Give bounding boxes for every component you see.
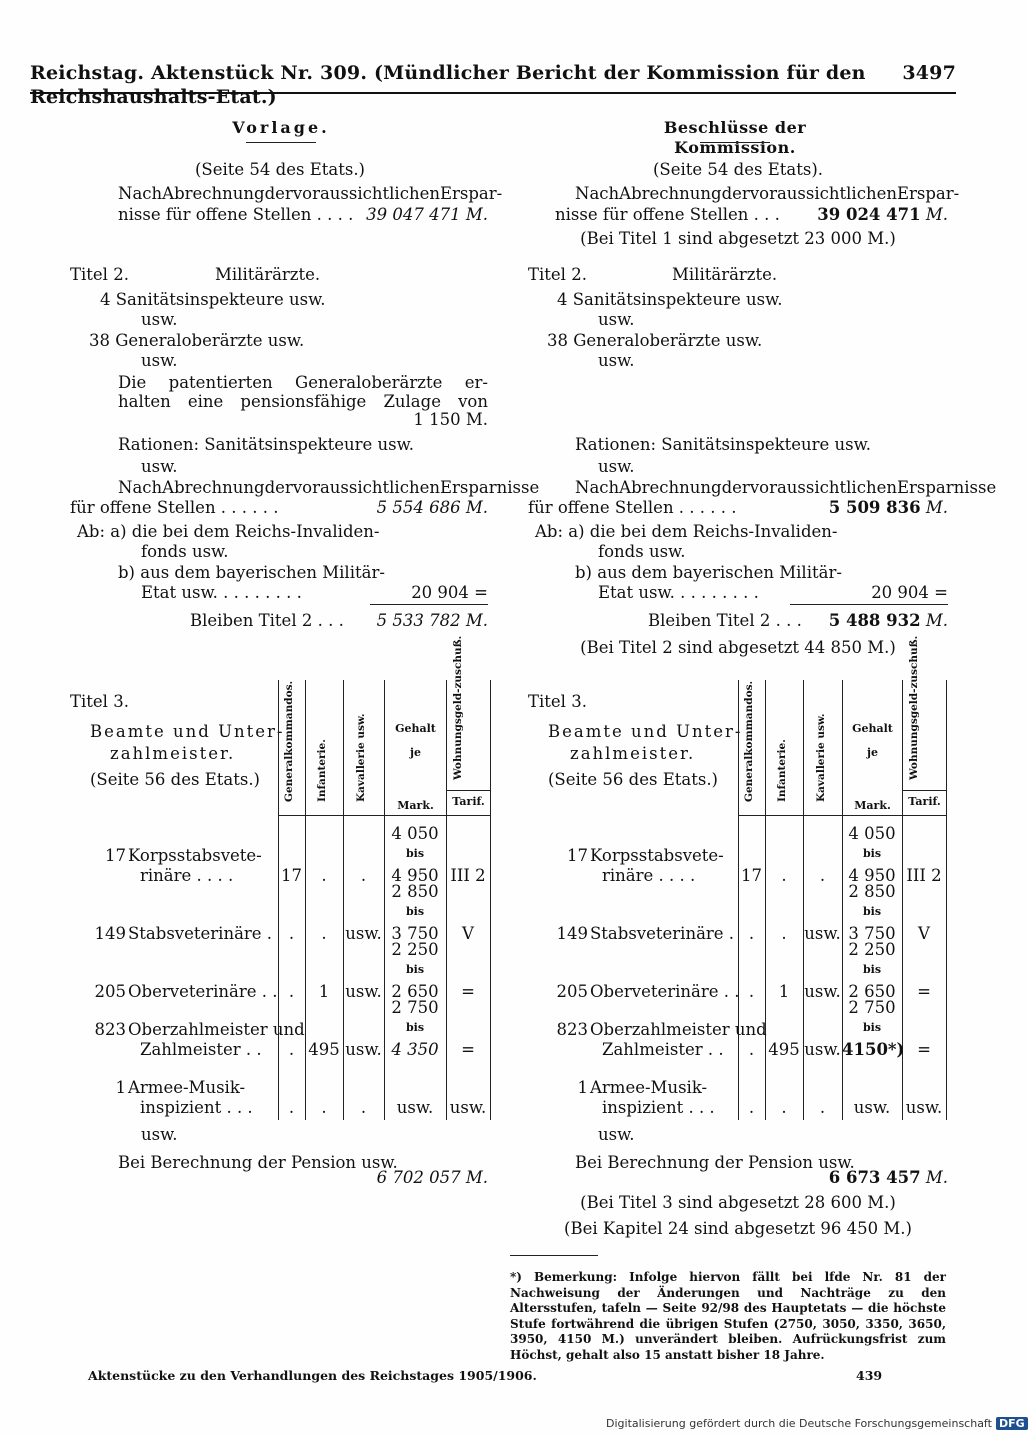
page-number: 3497 <box>902 62 956 84</box>
row-gehalt-to: usw. <box>853 1098 891 1117</box>
header-rule <box>30 92 956 94</box>
row-generalkommandos: . <box>288 1098 295 1117</box>
left-zulage-line2: halten eine pensionsfähige Zulage von <box>118 392 488 411</box>
right-ersparnis-line1: Nach Abrechnung der voraussichtlichen Erspar- <box>575 184 960 203</box>
left-ab-a2: fonds usw. <box>141 542 229 561</box>
row-tarif: usw. <box>905 1098 943 1117</box>
row-tarif: III 2 <box>450 866 486 885</box>
row-title: Armee-Musik- <box>128 1078 246 1097</box>
row-kavallerie: usw. <box>804 1040 841 1059</box>
row-count: 1 <box>115 1078 126 1097</box>
row-count: 149 <box>556 924 588 943</box>
left-titel2-label: Titel 2. <box>70 265 129 284</box>
row-count: 17 <box>105 846 126 865</box>
right-titel3-usw: usw. <box>598 1125 635 1144</box>
right-titel2-l3: 38 Generaloberärzte usw. <box>547 331 763 350</box>
right-th-gehalt: Gehalt <box>852 722 893 735</box>
dfg-logo: DFG <box>996 1417 1028 1430</box>
right-titel2-l2: usw. <box>598 310 635 329</box>
right-titel3-bei: Bei Berechnung der Pension usw. <box>575 1153 855 1172</box>
right-titel3-name1: Beamte und Unter- <box>548 722 743 741</box>
left-titel2-name: Militärärzte. <box>215 265 321 284</box>
row-count: 149 <box>94 924 126 943</box>
left-zulage-line1: Die patentierten Generaloberärzte er- <box>118 373 488 392</box>
left-tarif-rule <box>446 790 490 791</box>
row-kavallerie: . <box>360 1098 367 1117</box>
left-table-rule <box>490 680 491 1120</box>
right-titel3-name2: zahlmeister. <box>570 744 696 763</box>
header-title: Reichstag. Aktenstück Nr. 309. (Mündlicher Bericht der Kommission für den Reichshaushalts-Etat.) <box>30 62 866 108</box>
row-gehalt-bis: bis <box>405 905 425 918</box>
row-tarif: III 2 <box>906 866 942 885</box>
footer-left: Aktenstücke zu den Verhandlungen des Reichstages 1905/1906. <box>88 1368 537 1383</box>
row-tarif: usw. <box>449 1098 487 1117</box>
row-infanterie: 1 <box>778 982 790 1001</box>
right-th-mark: Mark. <box>854 799 891 812</box>
row-generalkommandos: . <box>748 1040 755 1059</box>
left-seite-ref: (Seite 54 des Etats.) <box>195 160 365 179</box>
left-nach-amount: 5 554 686 M. <box>376 498 488 517</box>
left-titel2-l2: usw. <box>141 310 178 329</box>
row-gehalt-from: 2 750 <box>848 998 896 1017</box>
right-titel3-total: 6 673 457 M. <box>828 1168 948 1187</box>
row-gehalt-from: 2 850 <box>391 882 439 901</box>
row-gehalt-from: 2 250 <box>848 940 896 959</box>
left-titel3-total: 6 702 057 M. <box>376 1168 488 1187</box>
row-gehalt-to: 4 950 <box>848 866 896 885</box>
row-title: rinäre . . . . <box>140 866 234 885</box>
left-th-kav: Kavallerie usw. <box>355 713 367 802</box>
right-rationen-usw: usw. <box>598 457 635 476</box>
row-infanterie: . <box>781 924 787 943</box>
left-titel3-name1: Beamte und Unter- <box>90 722 285 741</box>
row-title: Stabsveterinäre . <box>590 924 735 943</box>
left-th-je: je <box>410 746 421 759</box>
left-rationen-usw: usw. <box>141 457 178 476</box>
left-rationen: Rationen: Sanitätsinspekteure usw. <box>118 435 415 454</box>
row-gehalt-to: 4150*) <box>842 1040 905 1059</box>
left-heading-rule <box>246 142 316 143</box>
right-table-rule <box>946 680 947 1120</box>
row-gehalt-bis: bis <box>862 847 882 860</box>
row-generalkommandos: . <box>748 982 755 1001</box>
left-ersparnis-line2: nisse für offene Stellen . . . . <box>118 205 354 224</box>
right-titel2-l1: 4 Sanitätsinspekteure usw. <box>557 290 783 309</box>
row-title: Oberzahlmeister und <box>128 1020 305 1039</box>
row-gehalt-bis: bis <box>862 905 882 918</box>
left-ab-b1: b) aus dem bayerischen Militär- <box>118 563 385 582</box>
right-ersparnis-amount: 39 024 471 M. <box>817 205 948 224</box>
row-gehalt-from: 4 050 <box>848 824 896 843</box>
right-rationen: Rationen: Sanitätsinspekteure usw. <box>575 435 872 454</box>
row-kavallerie: . <box>360 866 367 885</box>
right-nach-amount: 5 509 836 M. <box>828 498 948 517</box>
right-ab-a2: fonds usw. <box>598 542 686 561</box>
left-nach-line2: für offene Stellen . . . . . . <box>70 498 279 517</box>
right-ab-b-amount: 20 904 = <box>871 583 948 602</box>
row-count: 823 <box>94 1020 126 1039</box>
footnote: *) Bemerkung: Infolge hiervon fällt bei lfde Nr. 81 der Nachweisung der Änderungen und Nachträge zu den Altersstufen, tafeln — Seite 92/98 des Hauptetats — die höchste Stufe fortwährend die übrigen Stufen (2750, 3050, 3350, 3650, 3950, 4150 M.) unverändert bleiben. Aufrückungsfrist zum Höchst, gehalt also 15 anstatt bisher 18 Jahre. <box>510 1270 946 1362</box>
row-gehalt-bis: bis <box>862 1021 882 1034</box>
right-abgesetzt4: (Bei Kapitel 24 sind abgesetzt 96 450 M.) <box>564 1219 912 1238</box>
row-tarif: V <box>462 924 474 943</box>
row-count: 823 <box>556 1020 588 1039</box>
left-titel3-seite: (Seite 56 des Etats.) <box>90 770 260 789</box>
row-title: Stabsveterinäre . <box>128 924 273 943</box>
row-kavallerie: . <box>819 866 826 885</box>
row-generalkommandos: . <box>748 1098 755 1117</box>
row-gehalt-bis: bis <box>405 1021 425 1034</box>
row-kavallerie: usw. <box>345 982 382 1001</box>
left-table-header-rule <box>278 815 490 816</box>
left-ersparnis-line1: Nach Abrechnung der voraussichtlichen Erspar- <box>118 184 503 203</box>
right-titel2-label: Titel 2. <box>528 265 587 284</box>
row-gehalt-to: 3 750 <box>391 924 439 943</box>
left-heading: Vorlage. <box>232 118 330 137</box>
row-gehalt-bis: bis <box>405 963 425 976</box>
footer-page: 439 <box>856 1368 883 1383</box>
row-gehalt-to: 2 650 <box>848 982 896 1001</box>
row-gehalt-to: usw. <box>396 1098 434 1117</box>
right-titel2-l4: usw. <box>598 351 635 370</box>
row-count: 205 <box>94 982 126 1001</box>
row-kavallerie: usw. <box>804 924 841 943</box>
right-heading-rule <box>700 142 770 143</box>
right-tarif-rule <box>902 790 946 791</box>
row-generalkommandos: 17 <box>741 866 762 885</box>
footnote-rule <box>510 1255 598 1256</box>
row-kavallerie: . <box>819 1098 826 1117</box>
row-tarif: = <box>461 1040 475 1059</box>
row-generalkommandos: . <box>288 982 295 1001</box>
left-bleiben-amount: 5 533 782 M. <box>376 611 488 630</box>
right-th-gen: Generalkommandos. <box>743 680 755 802</box>
left-th-gehalt: Gehalt <box>395 722 436 735</box>
right-th-kav: Kavallerie usw. <box>815 713 827 802</box>
row-gehalt-from: 4 050 <box>391 824 439 843</box>
left-th-inf: Infanterie. <box>316 739 328 802</box>
right-nach-line2: für offene Stellen . . . . . . <box>528 498 737 517</box>
row-generalkommandos: . <box>748 924 755 943</box>
right-titel3-label: Titel 3. <box>528 692 587 711</box>
left-bleiben: Bleiben Titel 2 . . . <box>190 611 344 630</box>
row-title: inspizient . . . <box>140 1098 253 1117</box>
left-ersparnis-amount: 39 047 471 M. <box>366 205 488 224</box>
left-th-tarif: Tarif. <box>452 795 485 808</box>
left-titel2-l3: 38 Generaloberärzte usw. <box>89 331 305 350</box>
row-count: 205 <box>556 982 588 1001</box>
row-infanterie: 495 <box>768 1040 800 1059</box>
right-bleiben-amount: 5 488 932 M. <box>828 611 948 630</box>
row-generalkommandos: . <box>288 1040 295 1059</box>
left-th-gen: Generalkommandos. <box>283 680 295 802</box>
left-titel3-usw: usw. <box>141 1125 178 1144</box>
right-sum-rule <box>790 604 948 605</box>
right-ersparnis-line2: nisse für offene Stellen . . . <box>555 205 780 224</box>
right-th-wohnung: Wohnungsgeld-zuschuß. <box>908 635 920 780</box>
left-ab-b2: Etat usw. . . . . . . . . <box>141 583 302 602</box>
row-gehalt-bis: bis <box>862 963 882 976</box>
row-title: Armee-Musik- <box>590 1078 708 1097</box>
left-titel2-l1: 4 Sanitätsinspekteure usw. <box>100 290 326 309</box>
row-generalkommandos: . <box>288 924 295 943</box>
row-infanterie: 495 <box>308 1040 340 1059</box>
left-titel3-label: Titel 3. <box>70 692 129 711</box>
row-infanterie: . <box>781 866 787 885</box>
left-th-wohnung: Wohnungsgeld-zuschuß. <box>452 635 464 780</box>
right-seite-ref: (Seite 54 des Etats). <box>653 160 823 179</box>
row-gehalt-from: 2 750 <box>391 998 439 1017</box>
row-tarif: = <box>917 1040 931 1059</box>
right-th-je: je <box>867 746 878 759</box>
left-titel3-bei: Bei Berechnung der Pension usw. <box>118 1153 398 1172</box>
row-title: rinäre . . . . <box>602 866 696 885</box>
right-ab-a1: Ab: a) die bei dem Reichs-Invaliden- <box>535 522 838 541</box>
right-abgesetzt3: (Bei Titel 3 sind abgesetzt 28 600 M.) <box>580 1193 896 1212</box>
left-titel3-name2: zahlmeister. <box>110 744 236 763</box>
row-title: Korpsstabsvete- <box>590 846 724 865</box>
page-header <box>30 62 956 110</box>
right-th-inf: Infanterie. <box>776 739 788 802</box>
row-gehalt-to: 4 350 <box>391 1040 439 1059</box>
row-gehalt-to: 2 650 <box>391 982 439 1001</box>
right-abgesetzt2: (Bei Titel 2 sind abgesetzt 44 850 M.) <box>580 638 896 657</box>
left-nach-line1: Nach Abrechnung der voraussichtlichen Ersparnisse <box>118 478 540 497</box>
row-gehalt-to: 4 950 <box>391 866 439 885</box>
row-title: Zahlmeister . . <box>140 1040 262 1059</box>
row-kavallerie: usw. <box>345 924 382 943</box>
row-gehalt-from: 2 850 <box>848 882 896 901</box>
left-ab-b-amount: 20 904 = <box>411 583 488 602</box>
right-titel3-seite: (Seite 56 des Etats.) <box>548 770 718 789</box>
row-kavallerie: usw. <box>345 1040 382 1059</box>
row-infanterie: . <box>321 1098 327 1117</box>
right-th-tarif: Tarif. <box>908 795 941 808</box>
left-zulage-amount: 1 150 M. <box>413 410 488 429</box>
right-ab-b1: b) aus dem bayerischen Militär- <box>575 563 842 582</box>
row-title: Oberveterinäre . . <box>590 982 740 1001</box>
row-infanterie: . <box>321 866 327 885</box>
row-gehalt-to: 3 750 <box>848 924 896 943</box>
left-titel2-l4: usw. <box>141 351 178 370</box>
digitization-credit: Digitalisierung gefördert durch die Deutsche Forschungsgemeinschaft DFG <box>606 1417 1028 1431</box>
right-abgesetzt1: (Bei Titel 1 sind abgesetzt 23 000 M.) <box>580 229 896 248</box>
row-kavallerie: usw. <box>804 982 841 1001</box>
row-tarif: = <box>461 982 475 1001</box>
right-nach-line1: Nach Abrechnung der voraussichtlichen Ersparnisse <box>575 478 997 497</box>
row-tarif: = <box>917 982 931 1001</box>
right-ab-b2: Etat usw. . . . . . . . . <box>598 583 759 602</box>
row-gehalt-from: 2 250 <box>391 940 439 959</box>
right-titel2-name: Militärärzte. <box>672 265 778 284</box>
right-table-header-rule <box>738 815 946 816</box>
right-heading: Beschlüsse der Kommission. <box>663 118 807 157</box>
row-count: 17 <box>567 846 588 865</box>
row-tarif: V <box>918 924 930 943</box>
row-title: Oberzahlmeister und <box>590 1020 767 1039</box>
row-generalkommandos: 17 <box>281 866 302 885</box>
row-title: Korpsstabsvete- <box>128 846 262 865</box>
row-title: Oberveterinäre . . <box>128 982 278 1001</box>
row-title: Zahlmeister . . <box>602 1040 724 1059</box>
row-infanterie: . <box>321 924 327 943</box>
row-gehalt-bis: bis <box>405 847 425 860</box>
row-infanterie: . <box>781 1098 787 1117</box>
left-sum-rule <box>370 604 488 605</box>
row-count: 1 <box>577 1078 588 1097</box>
left-ab-a1: Ab: a) die bei dem Reichs-Invaliden- <box>77 522 380 541</box>
left-th-mark: Mark. <box>397 799 434 812</box>
row-title: inspizient . . . <box>602 1098 715 1117</box>
row-infanterie: 1 <box>318 982 330 1001</box>
right-bleiben: Bleiben Titel 2 . . . <box>648 611 802 630</box>
